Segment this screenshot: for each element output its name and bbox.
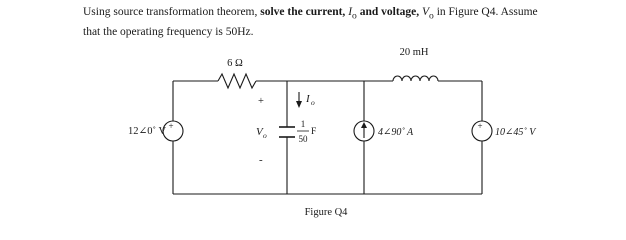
problem-line1-bold: solve the current,: [260, 6, 349, 18]
voltage-symbol: V: [422, 6, 430, 18]
io-label-sub: o: [311, 98, 315, 107]
resistor-6ohm: [218, 74, 256, 88]
vo-minus: -: [259, 154, 263, 166]
capacitor-denominator: 50: [298, 134, 308, 144]
current-source: [354, 121, 374, 141]
current-symbol: I: [348, 6, 353, 18]
right-source-plus: +: [477, 121, 483, 131]
problem-line2: that the operating frequency is 50Hz.: [83, 26, 254, 39]
voltage-source-right: [472, 121, 492, 141]
capacitor-numerator: 1: [300, 119, 306, 129]
inductor-label: 20 mH: [399, 47, 429, 58]
left-source-label: 12∠0˚ V: [128, 126, 167, 137]
inductor-20mh: [393, 76, 438, 81]
vo-plus: +: [258, 96, 264, 107]
left-source-plus: +: [168, 121, 174, 131]
problem-and-voltage: and voltage,: [356, 6, 422, 18]
right-source-label: 10∠45˚ V: [495, 127, 536, 138]
vo-label-sub: o: [263, 131, 267, 140]
capacitor-unit: F: [311, 127, 317, 137]
circuit-wires: [173, 74, 482, 194]
io-arrow-icon: [296, 92, 302, 108]
problem-line1-start: Using source transformation theorem,: [83, 6, 261, 18]
figure-caption: Figure Q4: [304, 207, 348, 218]
voltage-subscript: o: [429, 10, 434, 22]
io-label: I: [306, 93, 310, 105]
capacitor: [279, 127, 295, 137]
resistor-label: 6 Ω: [227, 58, 243, 69]
current-subscript: o: [352, 10, 357, 22]
problem-line1-end: in Figure Q4. Assume: [433, 6, 538, 18]
current-source-label: 4∠90˚ A: [378, 127, 414, 138]
vo-label: V: [256, 126, 263, 138]
